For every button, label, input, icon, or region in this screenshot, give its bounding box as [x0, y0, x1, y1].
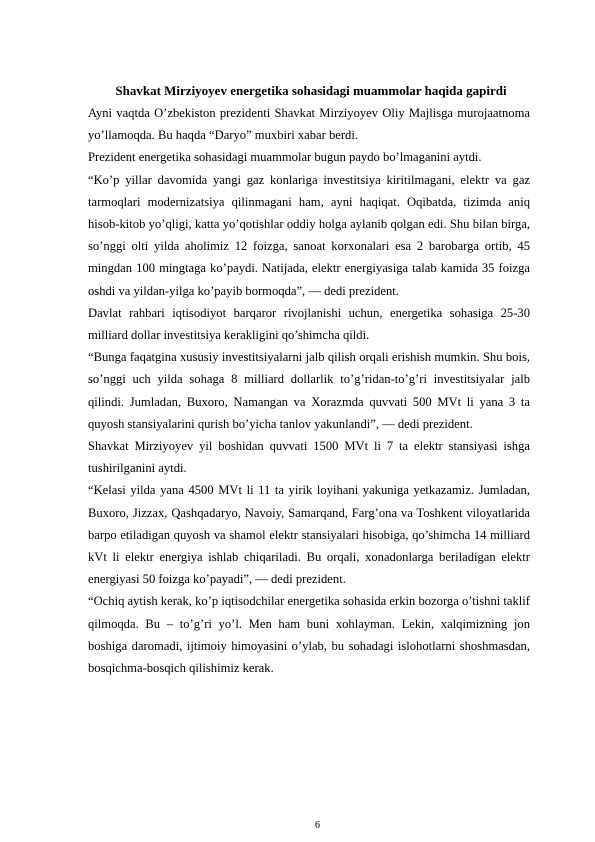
paragraph-problems: Prezident energetika sohasidagi muammolar bugun paydo bo’lmaganini aytdi. [88, 150, 482, 165]
paragraph-quote-next-year: “Kelasi yilda yana 4500 MVt li 11 ta yirik loyihani yakuniga yetkazamiz. Jumladan, Buxoro, Jizzax, Qashqadaryo, Navoiy, Samarqand, Farg’ona va Toshkent viloyatlarida barpo etiladigan quyosh va shamol elektr stansiyalari hisobiga, qo’shimcha 14 milliard kVt li elektr energiya ishlab chiqariladi. Bu orqali, xonadonlarga beriladigan elektr energiyasi 50 foizga ko’payadi”, — dedi prezident. [88, 483, 530, 587]
page-number: 6 [315, 820, 320, 831]
paragraph-quote-private-investment: “Bunga faqatgina xususiy investitsiyalarni jalb qilish orqali erishish mumkin. Shu bois, so’nggi uch yilda sohaga 8 milliard dollarlik to’g’ridan-to’g’ri investitsiyalar jalb qilindi. Jumladan, Buxoro, Namangan va Xorazmda quvvati 500 MVt li yana 3 ta quyosh stansiyalarini qurish bo’yicha tanlov yakunlandi”, — dedi prezident. [88, 350, 530, 431]
paragraph-quote-free-market: “Ochiq aytish kerak, ko’p iqtisodchilar energetika sohasida erkin bozorga o’tishni taklif qilmoqda. Bu – to’g’ri yo’l. Men ham buni xohlayman. Lekin, xalqimizning jon boshiga daromadi, ijtimoiy himoyasini o’ylab, bu sohadagi islohotlarni shoshmasdan, bosqichma-bosqich qilishimiz kerak. [88, 594, 530, 676]
paragraph-investment-need: Davlat rahbari iqtisodiyot barqaror rivojlanishi uchun, energetika sohasiga 25-30 milliard dollar investitsiya kerakligini qo’shimcha qildi. [88, 305, 530, 343]
article-title: Shavkat Mirziyoyev energetika sohasidagi muammolar haqida gapirdi [115, 83, 507, 98]
paragraph-intro: Ayni vaqtda O’zbekiston prezidenti Shavkat Mirziyoyev Oliy Majlisga murojaatnoma yo’llamoqda. Bu haqda “Daryo” muxbiri xabar berdi. [88, 106, 530, 143]
paragraph-power-stations: Shavkat Mirziyoyev yil boshidan quvvati 1500 MVt li 7 ta elektr stansiyasi ishga tushirilganini aytdi. [88, 439, 530, 476]
paragraph-quote-investment: “Ko’p yillar davomida yangi gaz konlariga investitsiya kiritilmagani, elektr va gaz tarmoqlari modernizatsiya qilinmagani ham, ayni haqiqat. Oqibatda, tizimda aniq hisob-kitob yo’qligi, katta yo’qotishlar oddiy holga aylanib qolgan edi. Shu bilan birga, so’nggi olti yilda aholimiz 12 foizga, sanoat korxonalari esa 2 barobarga ortib, 45 mingdan 100 mingtaga ko’paydi. Natijada, elektr energiyasiga talab kamida 35 foizga oshdi va yildan-yilga ko’payib bormoqda”, — dedi prezident. [88, 172, 530, 298]
document-page [88, 80, 530, 679]
